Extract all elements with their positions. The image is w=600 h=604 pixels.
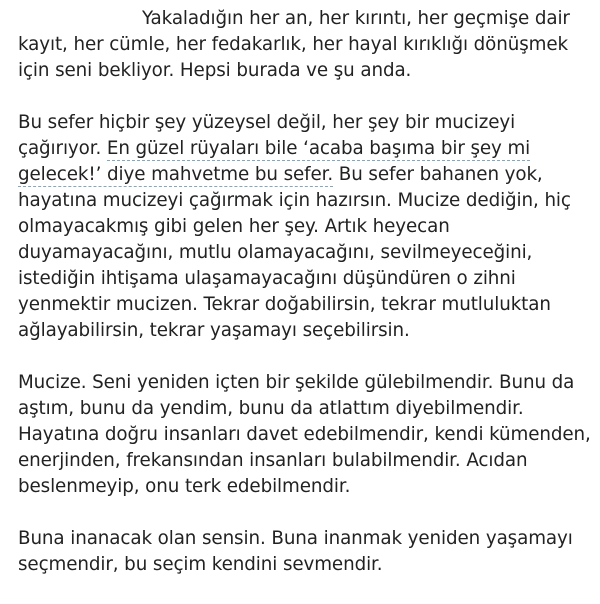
text-line: Mucize. Seni yeniden içten bir şekilde gülebilmendir. Bunu da bbox=[18, 372, 575, 393]
text-line: ağlayabilirsin, tekrar yaşamayı seçebilirsin. bbox=[18, 320, 410, 341]
text-line: kayıt, her cümle, her fedakarlık, her hayal kırıklığı dönüşmek bbox=[18, 34, 569, 55]
paragraph-1 bbox=[18, 6, 588, 84]
text-line: olmayacakmış gibi gelen her şey. Artık heyecan bbox=[18, 216, 450, 237]
text-line: Yakaladığın her an, her kırıntı, her geçmişe dair bbox=[142, 8, 570, 29]
text-line: hayatına mucizeyi çağırmak için hazırsın. Mucize dediğin, hiç bbox=[18, 190, 571, 211]
text-segment: Bu sefer bahanen yok, bbox=[333, 164, 543, 185]
text-line: için seni bekliyor. Hepsi burada ve şu anda. bbox=[18, 60, 412, 81]
highlighted-text[interactable]: gelecek!’ diye mahvetme bu sefer. bbox=[18, 164, 334, 185]
paragraph-3 bbox=[18, 370, 591, 500]
text-line: istediğin ihtişama ulaşamayacağını düşündüren o zihni bbox=[18, 268, 516, 289]
text-line: Bu sefer hiçbir şey yüzeysel değil, her şey bir mucizeyi bbox=[18, 112, 516, 133]
paragraph-4 bbox=[18, 526, 588, 578]
text-line: aştım, bunu da yendim, bunu da atlattım diyebilmendir. bbox=[18, 398, 524, 419]
text-line bbox=[18, 162, 588, 188]
text-line: beslenmeyip, onu terk edebilmendir. bbox=[18, 476, 351, 497]
text-line: yenmektir mucizen. Tekrar doğabilirsin, tekrar mutluluktan bbox=[18, 294, 551, 315]
text-line: Hayatına doğru insanları davet edebilmendir, kendi kümenden, bbox=[18, 424, 591, 445]
highlighted-text[interactable]: En güzel rüyaları bile ‘acaba başıma bir şey mi bbox=[106, 138, 531, 159]
paragraph-2 bbox=[18, 110, 588, 344]
text-line: enerjinden, frekansından insanları bulabilmendir. Acıdan bbox=[18, 450, 528, 471]
text-line: duyamayacağını, mutlu olamayacağını, sevilmeyeceğini, bbox=[18, 242, 533, 263]
text-segment: çağırıyor. bbox=[18, 138, 107, 159]
text-line: seçmendir, bu seçim kendini sevmendir. bbox=[18, 554, 383, 575]
document-body bbox=[18, 6, 591, 604]
text-line bbox=[18, 136, 588, 162]
text-line: Buna inanacak olan sensin. Buna inanmak yeniden yaşamayı bbox=[18, 528, 573, 549]
